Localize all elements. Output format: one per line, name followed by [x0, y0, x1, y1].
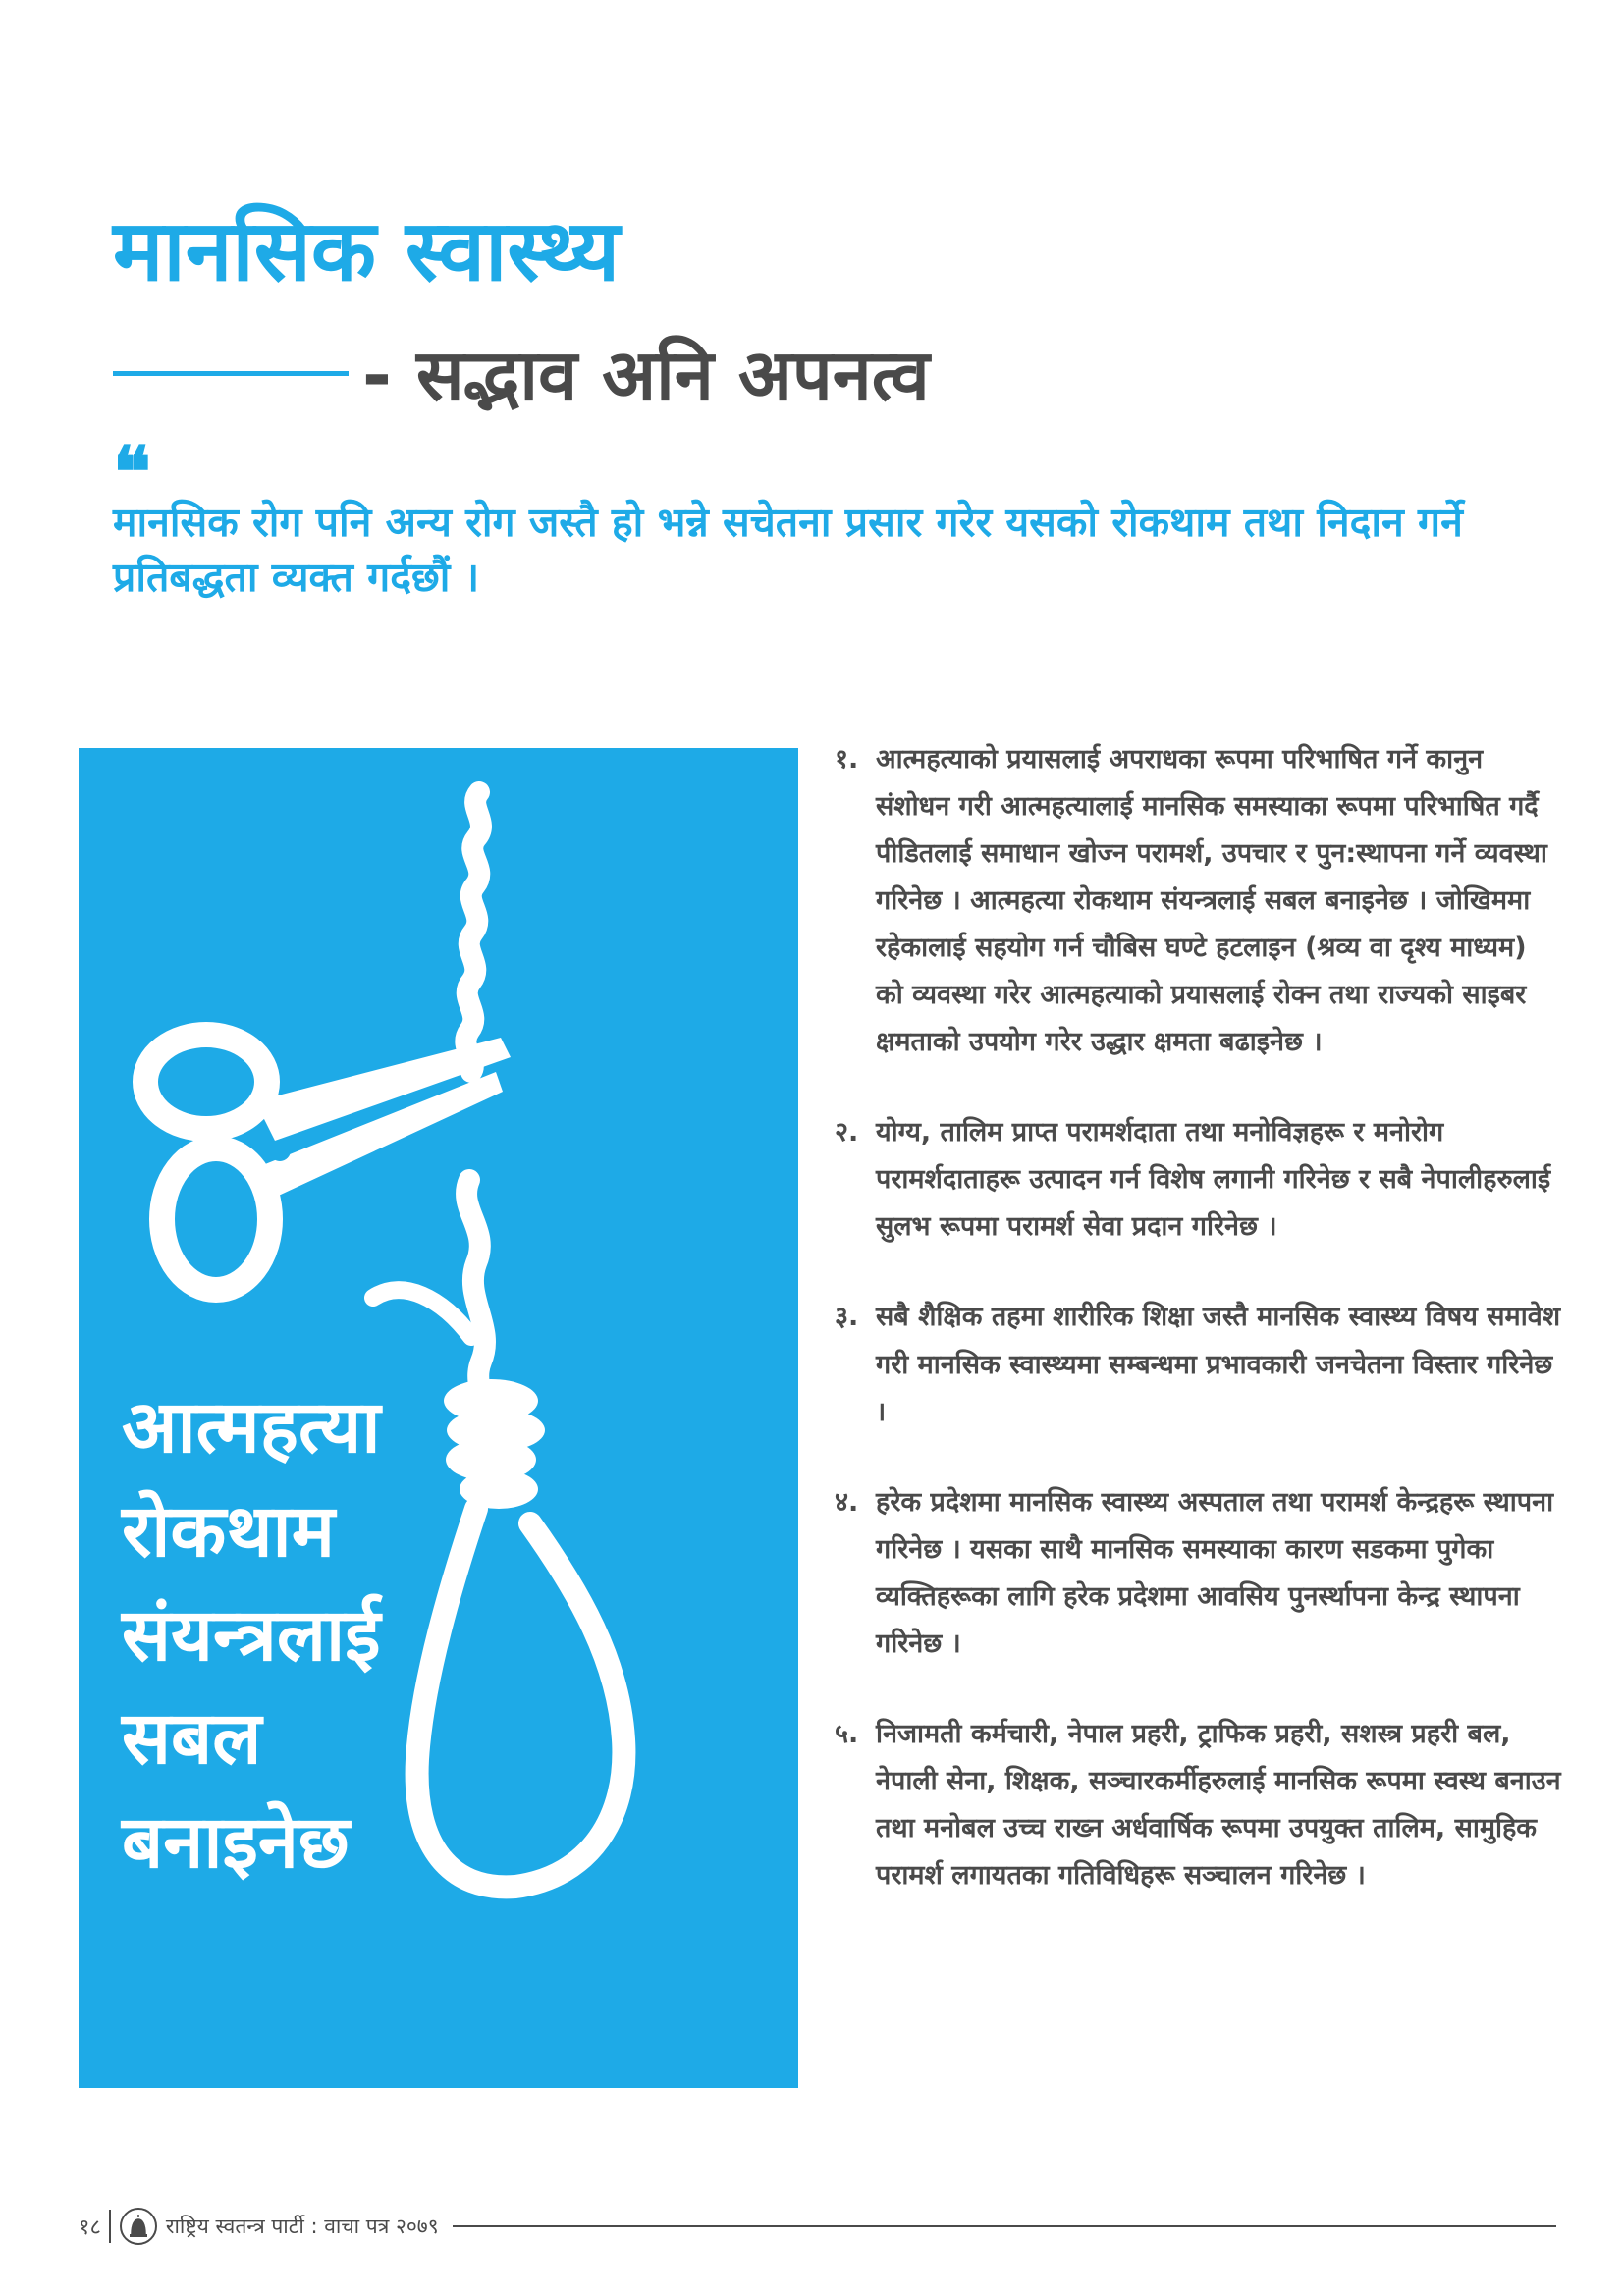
- suicide-prevention-poster: [79, 748, 798, 2088]
- list-item: [835, 1479, 1561, 1668]
- item-text: योग्य, तालिम प्राप्त परामर्शदाता तथा मनोविज्ञहरू र मनोरोग परामर्शदाताहरू उत्पादन गर्न विशेष लगानी गरिनेछ र सबै नेपालीहरुलाई सुलभ रूपमा परामर्श सेवा प्रदान गरिनेछ ।: [876, 1117, 1551, 1243]
- item-number: ४.: [835, 1486, 859, 1518]
- policy-list: [835, 736, 1561, 1943]
- item-number: १.: [835, 744, 859, 774]
- scissors-icon: [145, 1035, 511, 1290]
- item-number: ३.: [835, 1302, 859, 1333]
- poster-headline: [122, 1376, 632, 1896]
- item-text: हरेक प्रदेशमा मानसिक स्वास्थ्य अस्पताल तथा परामर्श केन्द्रहरू स्थापना गरिनेछ । यसका साथै मानसिक समस्याका कारण सडकमा पुगेका व्यक्तिहरूका लागि हरेक प्रदेशमा आवसिय पुनर्स्थापना केन्द्र स्थापना गरिनेछ ।: [876, 1486, 1554, 1659]
- footer-rule: [453, 2225, 1556, 2227]
- list-item: [835, 736, 1561, 1066]
- item-number: २.: [835, 1117, 859, 1148]
- subtitle-row: [113, 319, 930, 427]
- page-footer: [79, 2197, 1556, 2256]
- page-title: मानसिक स्वास्थ्य: [113, 202, 621, 300]
- subtitle-divider: [113, 371, 349, 376]
- poster-headline-line: आत्महत्या: [122, 1385, 381, 1469]
- quote-mark-icon: ❝: [113, 430, 151, 513]
- footer-publication: राष्ट्रिय स्वतन्त्र पार्टी : वाचा पत्र २०७९: [165, 2215, 439, 2238]
- list-item: [835, 1294, 1561, 1435]
- list-item: [835, 1109, 1561, 1251]
- poster-headline-line: संयन्त्रलाई: [122, 1592, 381, 1678]
- page-number: १८: [79, 2216, 101, 2240]
- item-text: आत्महत्याको प्रयासलाई अपराधका रूपमा परिभाषित गर्ने कानुन संशोधन गरी आत्महत्यालाई मानसिक समस्याका रूपमा परिभाषित गर्दै पीडितलाई समाधान खोज्न परामर्श, उपचार र पुन:स्थापना गर्ने व्यवस्था गरिनेछ । आत्महत्या रोकथाम संयन्त्रलाई सबल बनाइनेछ । जोखिममा रहेकालाई सहयोग गर्न चौबिस घण्टे हटलाइन (श्रव्य वा दृश्य माध्यम) को व्यवस्था गरेर आत्महत्याको प्रयासलाई रोक्न तथा राज्यको साइबर क्षमताको उपयोग गरेर उद्धार क्षमता बढाइनेछ ।: [876, 744, 1547, 1058]
- pledge-quote: मानसिक रोग पनि अन्य रोग जस्तै हो भन्ने सचेतना प्रसार गरेर यसको रोकथाम तथा निदान गर्ने प्रतिबद्धता व्यक्त गर्दछौं ।: [113, 499, 1463, 601]
- item-number: ५.: [835, 1718, 859, 1749]
- item-text: सबै शैक्षिक तहमा शारीरिक शिक्षा जस्तै मानसिक स्वास्थ्य विषय समावेश गरी मानसिक स्वास्थ्यमा सम्बन्धमा प्रभावकारी जनचेतना विस्तार गरिनेछ ।: [876, 1302, 1561, 1427]
- poster-headline-line: बनाइनेछ: [122, 1800, 350, 1886]
- party-bell-logo-icon: [119, 2207, 158, 2246]
- footer-divider: [109, 2210, 111, 2243]
- poster-headline-line: रोकथाम: [122, 1488, 335, 1574]
- poster-headline-line: सबल: [122, 1696, 262, 1782]
- item-text: निजामती कर्मचारी, नेपाल प्रहरी, ट्राफिक प्रहरी, सशस्त्र प्रहरी बल, नेपाली सेना, शिक्षक, सञ्चारकर्मीहरुलाई मानसिक रूपमा स्वस्थ बनाउन तथा मनोबल उच्च राख्न अर्धवार्षिक रूपमा उपयुक्त तालिम, सामुहिक परामर्श लगायतका गतिविधिहरू सञ्चालन गरिनेछ ।: [876, 1718, 1561, 1891]
- list-item: [835, 1711, 1561, 1899]
- page-subtitle: - सद्भाव अनि अपनत्व: [362, 334, 930, 416]
